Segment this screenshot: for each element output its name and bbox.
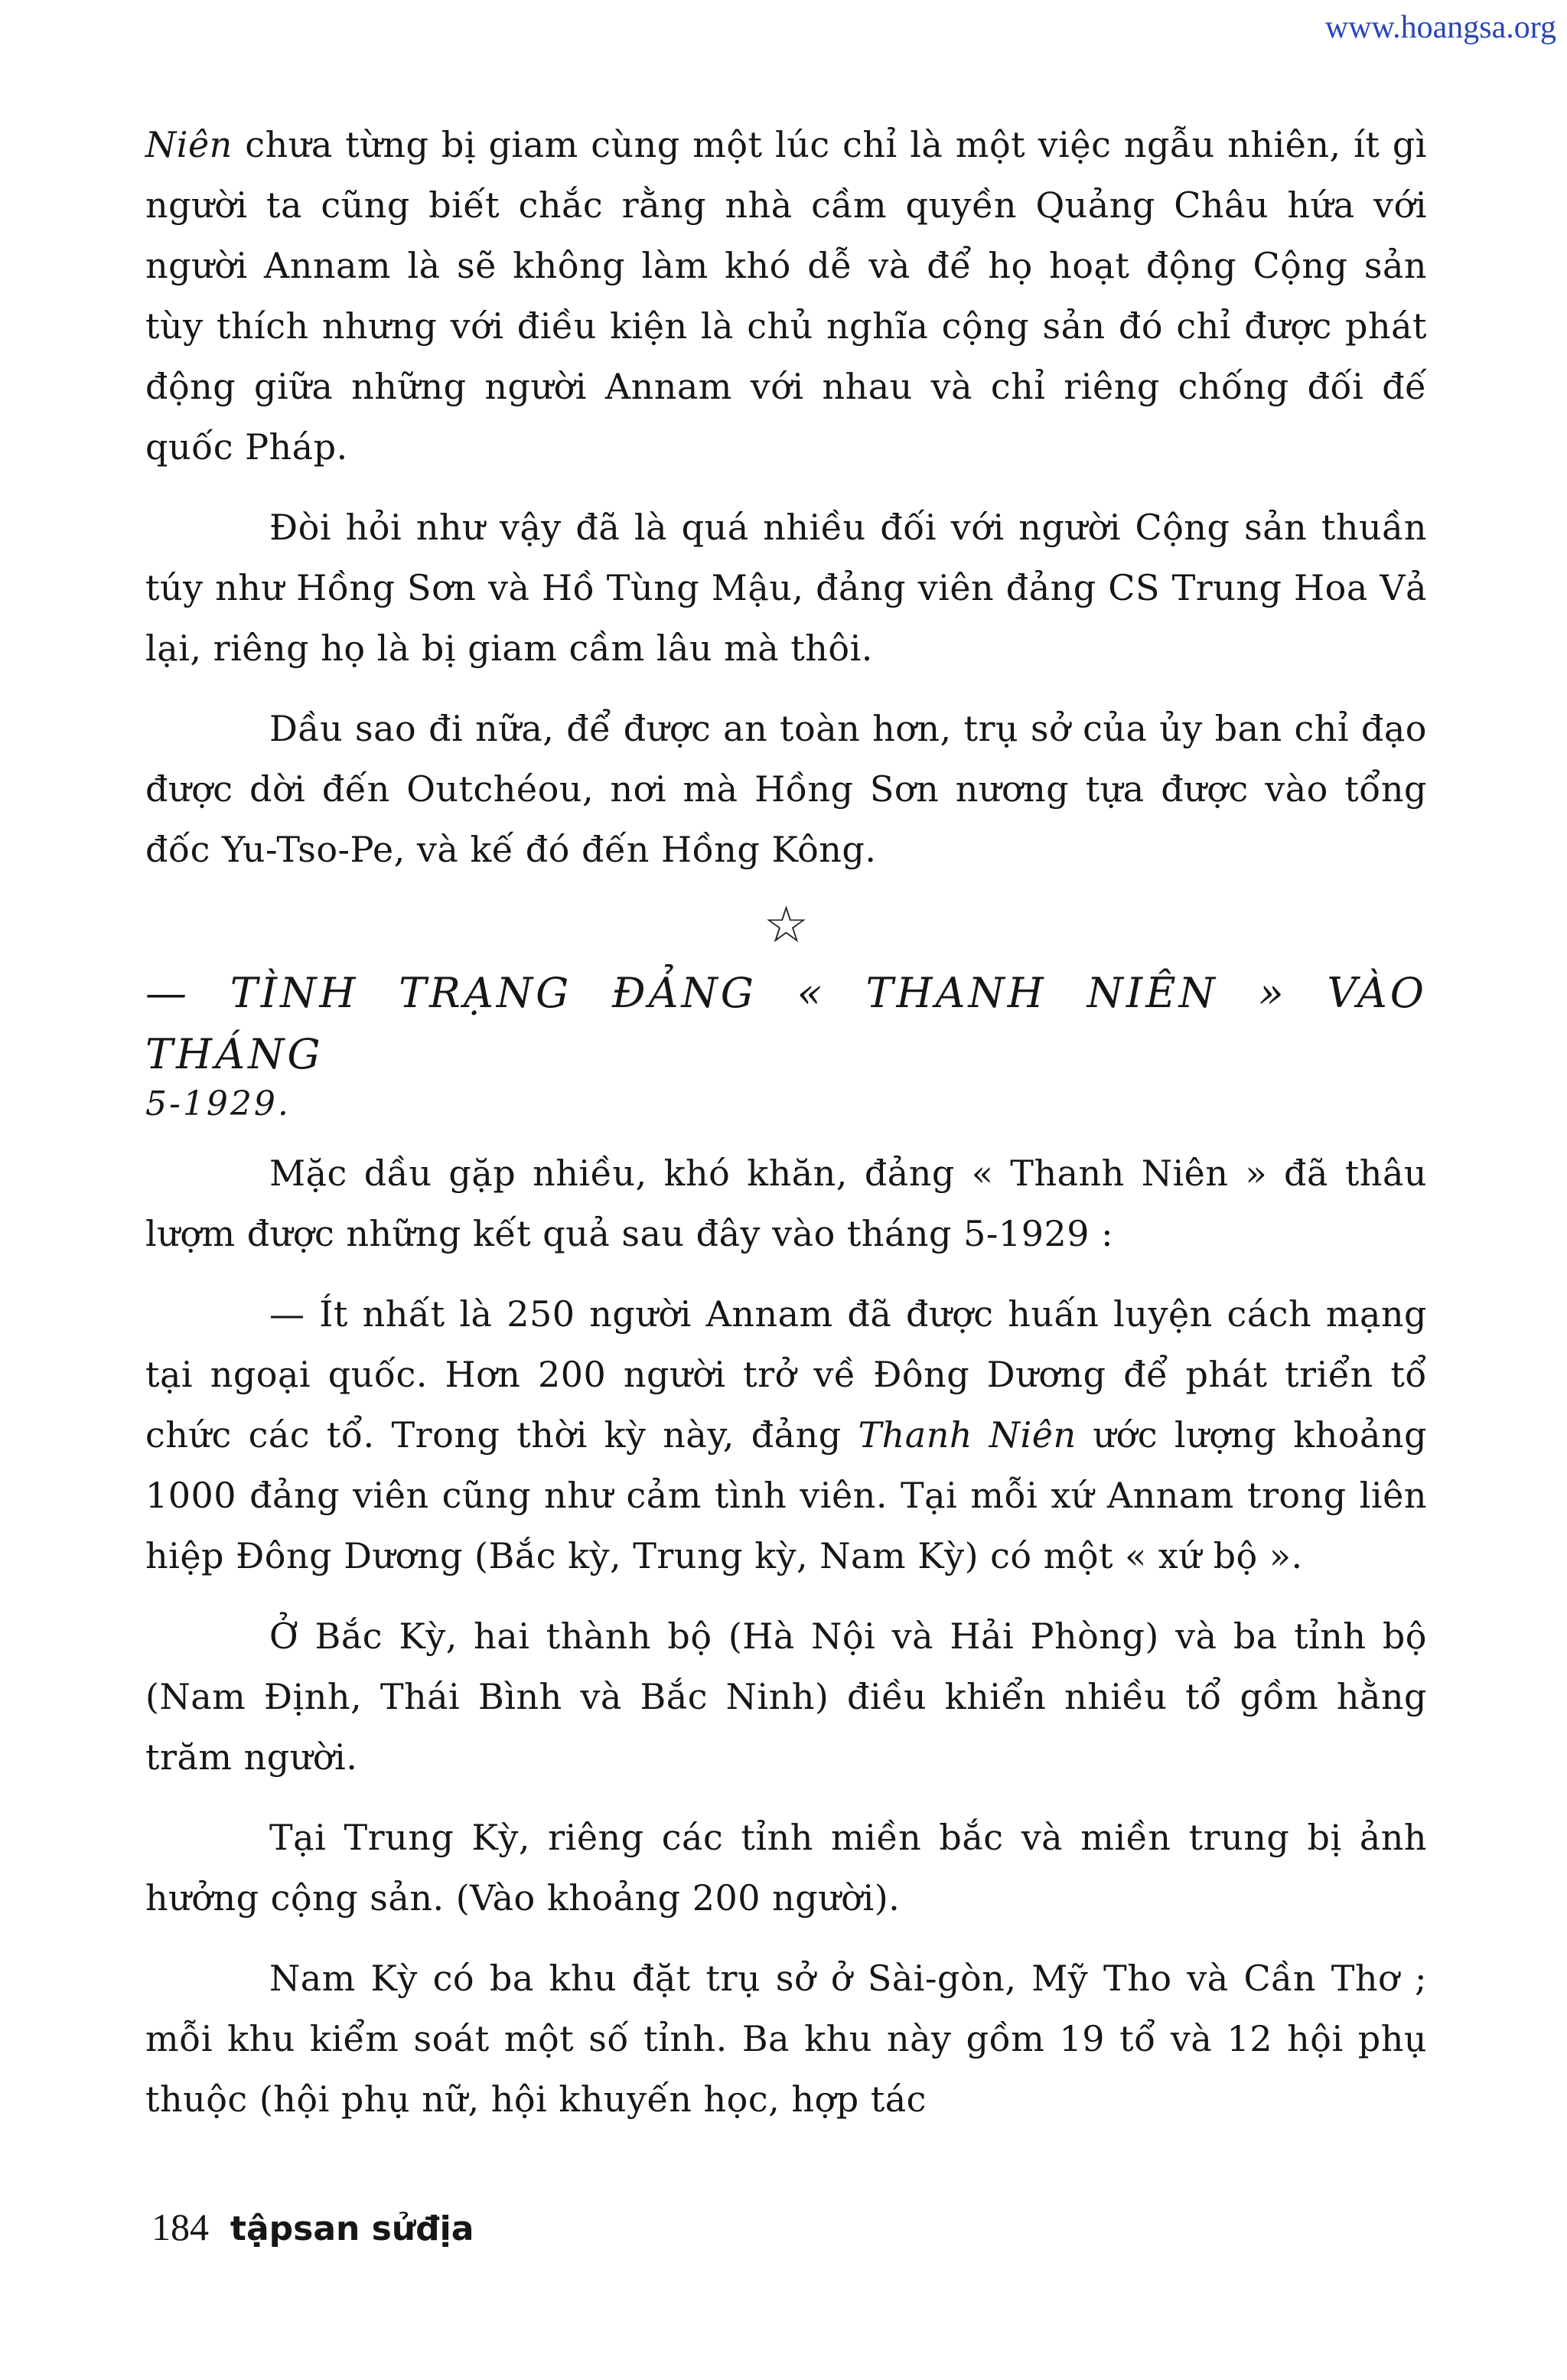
paragraph-7: Tại Trung Kỳ, riêng các tỉnh miền bắc và miền trung bị ảnh hưởng cộng sản. (Vào khoảng 200 người). — [145, 1817, 1427, 1919]
section-heading-date: 5-1929. — [145, 1084, 291, 1123]
paragraph-5-italic: Thanh Niên — [858, 1414, 1077, 1456]
section-heading: — TÌNH TRẠNG ĐẢNG « THANH NIÊN » VÀO THÁNG — [145, 969, 1427, 1078]
page-body — [145, 115, 1427, 2130]
paragraph-1-lead-italic: Niên — [145, 124, 233, 165]
paragraph-2: Đòi hỏi như vậy đã là quá nhiều đối với người Cộng sản thuần túy như Hồng Sơn và Hồ Tùng Mậu, đảng viên đảng CS Trung Hoa Vả lại, riêng họ là bị giam cầm lâu mà thôi. — [145, 507, 1427, 669]
page-number: 184 — [151, 2206, 209, 2248]
publication-title: tậpsan sửđịa — [230, 2209, 474, 2248]
paragraph-8: Nam Kỳ có ba khu đặt trụ sở ở Sài-gòn, Mỹ Tho và Cần Thơ ; mỗi khu kiểm soát một số tỉnh. Ba khu này gồm 19 tổ và 12 hội phụ thuộc (hội phụ nữ, hội khuyến học, hợp tác — [145, 1958, 1427, 2120]
paragraph-1-text: chưa từng bị giam cùng một lúc chỉ là một việc ngẫu nhiên, ít gì người ta cũng biết chắc rằng nhà cầm quyền Quảng Châu hứa với người Annam là sẽ không làm khó dễ và để họ hoạt động Cộng sản tùy thích nhưng với điều kiện là chủ nghĩa cộng sản đó chỉ được phát động giữa những người Annam với nhau và chỉ riêng chống đối đế quốc Pháp. — [145, 124, 1427, 468]
page-footer — [151, 2204, 474, 2252]
paragraph-3: Dầu sao đi nữa, để được an toàn hơn, trụ sở của ủy ban chỉ đạo được dời đến Outchéou, nơi mà Hồng Sơn nương tựa được vào tổng đốc Yu-Tso-Pe, và kế đó đến Hồng Kông. — [145, 708, 1427, 870]
paragraph-5-text-after: ước lượng khoảng 1000 đảng viên cũng như cảm tình viên. Tại mỗi xứ Annam trong liên hiệp Đông Dương (Bắc kỳ, Trung kỳ, Nam Kỳ) có một « xứ bộ ». — [145, 1414, 1428, 1576]
paragraph-6: Ở Bắc Kỳ, hai thành bộ (Hà Nội và Hải Phòng) và ba tỉnh bộ (Nam Định, Thái Bình và Bắc Ninh) điều khiển nhiều tổ gồm hằng trăm người. — [145, 1615, 1427, 1778]
star-separator-icon: ☆ — [763, 895, 810, 954]
watermark-url[interactable]: www.hoangsa.org — [1324, 10, 1556, 45]
paragraph-4: Mặc dầu gặp nhiều, khó khăn, đảng « Thanh Niên » đã thâu lượm được những kết quả sau đây vào tháng 5-1929 : — [145, 1153, 1427, 1254]
paragraph-1 — [145, 115, 1427, 478]
paragraph-5 — [145, 1284, 1427, 1586]
paragraph-5-text-before: — Ít nhất là 250 người Annam đã được huấn luyện cách mạng tại ngoại quốc. Hơn 200 người trở về Đông Dương để phát triển tổ chức các tổ. Trong thời kỳ này, đảng — [145, 1293, 1427, 1456]
